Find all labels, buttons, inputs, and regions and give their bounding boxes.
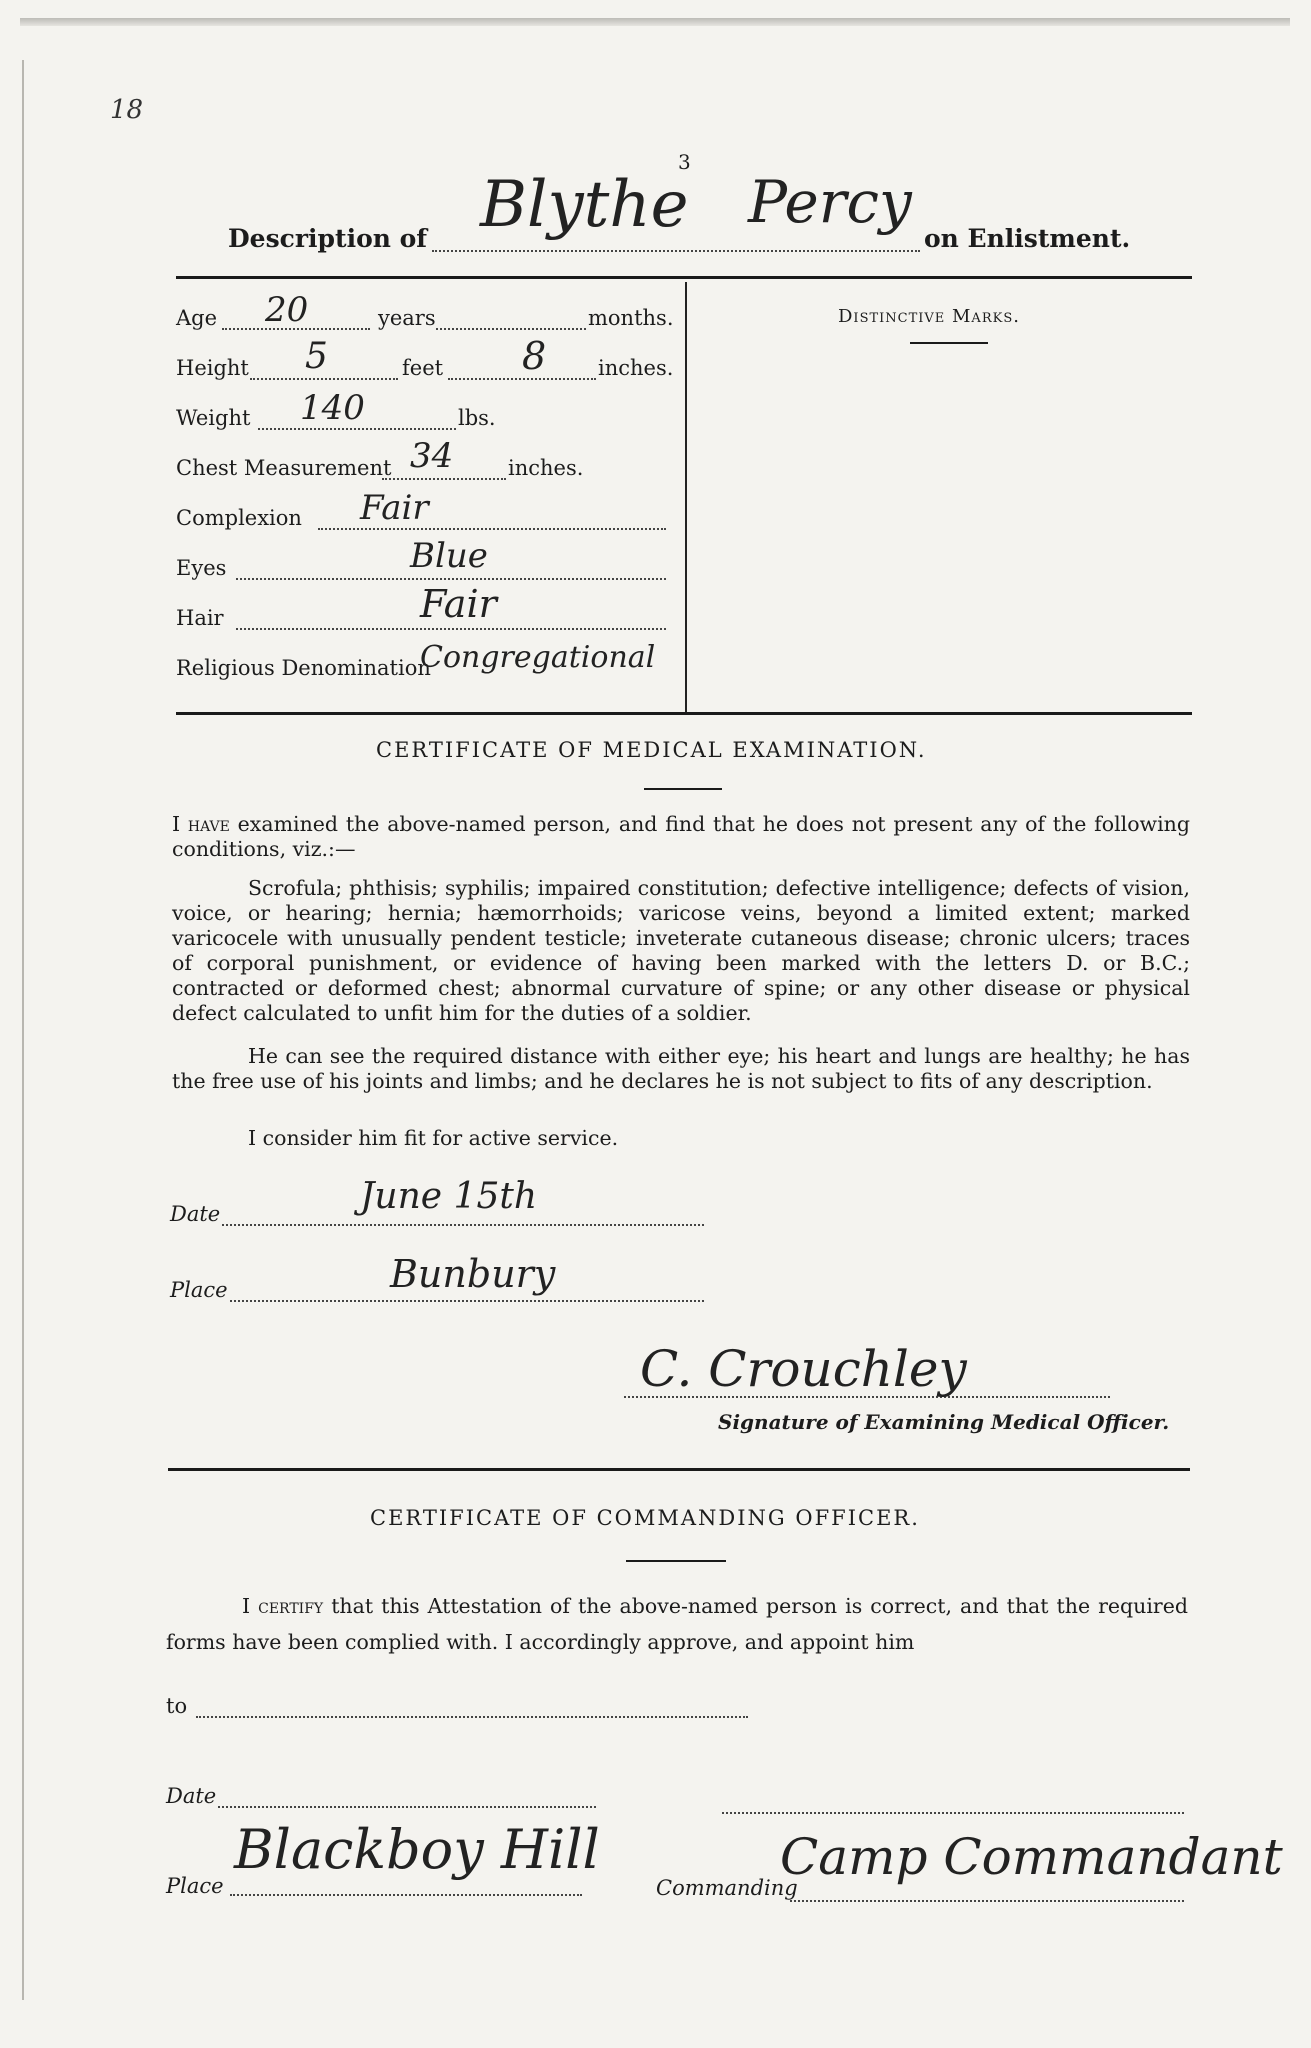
medical-place-value: Bunbury <box>390 1252 556 1296</box>
commanding-heading: CERTIFICATE OF COMMANDING OFFICER. <box>370 1506 920 1530</box>
weight-label: Weight <box>176 406 251 430</box>
feet-dots <box>250 378 398 380</box>
complexion-value: Fair <box>360 488 429 528</box>
medical-officer-signature: C. Crouchley <box>640 1340 967 1398</box>
eyes-value: Blue <box>410 536 488 576</box>
religion-label: Religious Denomination <box>176 656 431 680</box>
commanding-certify <box>166 1588 1188 1660</box>
months-dots <box>436 328 586 330</box>
commanding-officer-label: Commanding <box>656 1876 798 1900</box>
weight-dots <box>258 428 456 430</box>
distinctive-marks-underline <box>910 342 988 344</box>
complexion-label: Complexion <box>176 506 302 530</box>
page-number: 3 <box>678 150 691 174</box>
description-suffix: on Enlistment. <box>924 224 1131 253</box>
medical-fit: I consider him fit for active service. <box>248 1126 619 1150</box>
months-label: months. <box>588 306 674 330</box>
height-feet-value: 5 <box>305 336 328 377</box>
title-rule <box>176 276 1192 279</box>
hair-value: Fair <box>420 582 497 626</box>
age-value: 20 <box>265 290 309 330</box>
paper-top-edge <box>20 18 1290 26</box>
religion-value: Congregational <box>420 640 656 675</box>
medical-end-rule <box>168 1468 1190 1471</box>
appoint-to-label: to <box>166 1694 188 1718</box>
complexion-dots <box>318 528 666 530</box>
medical-conditions: Scrofula; phthisis; syphilis; impaired constitution; defective intelligence; defects of vision, voice, or hearing; hernia; hæmorrhoids; varicose veins, beyond a limited extent; marked varicocele with unusually pendent testicle; inveterate cutaneous disease; chronic ulcers; traces of corporal punishment, or evidence of having been marked with the letters D. or B.C.; contracted or deformed chest; abnormal curvature of spine; or any other disease or physical defect calculated to unfit him for the duties of a soldier. <box>172 876 1190 1025</box>
medical-heading-underline <box>644 788 722 790</box>
years-label: years <box>378 306 436 330</box>
age-label: Age <box>176 306 218 330</box>
appoint-to-dots <box>196 1716 748 1718</box>
medical-signature-label: Signature of Examining Medical Officer. <box>718 1410 1170 1434</box>
commanding-officer-dots <box>790 1900 1184 1902</box>
inches-dots <box>448 378 596 380</box>
column-divider <box>685 282 687 712</box>
commanding-officer-value: Camp Commandant <box>780 1828 1283 1886</box>
medical-intro <box>172 812 1190 862</box>
forename-handwritten: Percy <box>748 168 912 236</box>
hair-label: Hair <box>176 606 224 630</box>
medical-place-label: Place <box>170 1278 228 1302</box>
chest-value: 34 <box>410 436 454 476</box>
commanding-place-label: Place <box>166 1874 224 1898</box>
paper-left-edge <box>22 60 24 2000</box>
commanding-date-dots <box>218 1806 596 1808</box>
lbs-label: lbs. <box>458 406 496 430</box>
description-dots <box>432 250 920 252</box>
medical-date-label: Date <box>170 1202 221 1226</box>
feet-label: feet <box>402 356 444 380</box>
chest-inches-label: inches. <box>508 456 584 480</box>
height-label: Height <box>176 356 249 380</box>
chest-dots <box>382 478 506 480</box>
surname-handwritten: Blythe <box>480 168 689 242</box>
chest-label: Chest Measurement <box>176 456 392 480</box>
medical-sight: He can see the required distance with either eye; his heart and lungs are healthy; he has the free use of his joints and limbs; and he declares he is not subject to fits of any description. <box>172 1044 1190 1093</box>
corner-mark: 18 <box>110 95 144 125</box>
commanding-place-value: Blackboy Hill <box>234 1818 600 1881</box>
weight-value: 140 <box>300 388 365 428</box>
medical-date-dots <box>222 1224 704 1226</box>
eyes-label: Eyes <box>176 556 227 580</box>
medical-place-dots <box>230 1300 704 1302</box>
medical-date-value: June 15th <box>360 1176 538 1217</box>
commanding-heading-underline <box>626 1560 726 1562</box>
medical-heading: CERTIFICATE OF MEDICAL EXAMINATION. <box>376 738 927 762</box>
medical-intro-lead: I have <box>172 812 230 836</box>
description-prefix: Description of <box>228 224 428 253</box>
commanding-signature-dots <box>722 1812 1184 1814</box>
commanding-certify-lead: I certify <box>242 1594 324 1618</box>
eyes-dots <box>236 578 666 580</box>
medical-intro-text: examined the above-named person, and find that he does not present any of the following conditions, viz.:— <box>172 812 1190 861</box>
height-inches-value: 8 <box>522 334 547 378</box>
commanding-place-dots <box>230 1894 582 1896</box>
particulars-rule <box>176 712 1192 715</box>
commanding-date-label: Date <box>166 1784 217 1808</box>
hair-dots <box>236 628 666 630</box>
distinctive-marks-label: Distinctive Marks. <box>838 306 1020 327</box>
commanding-certify-text: that this Attestation of the above-named person is correct, and that the required forms have been complied with. I accordingly approve, and appoint him <box>166 1594 1188 1654</box>
height-inches-label: inches. <box>598 356 674 380</box>
